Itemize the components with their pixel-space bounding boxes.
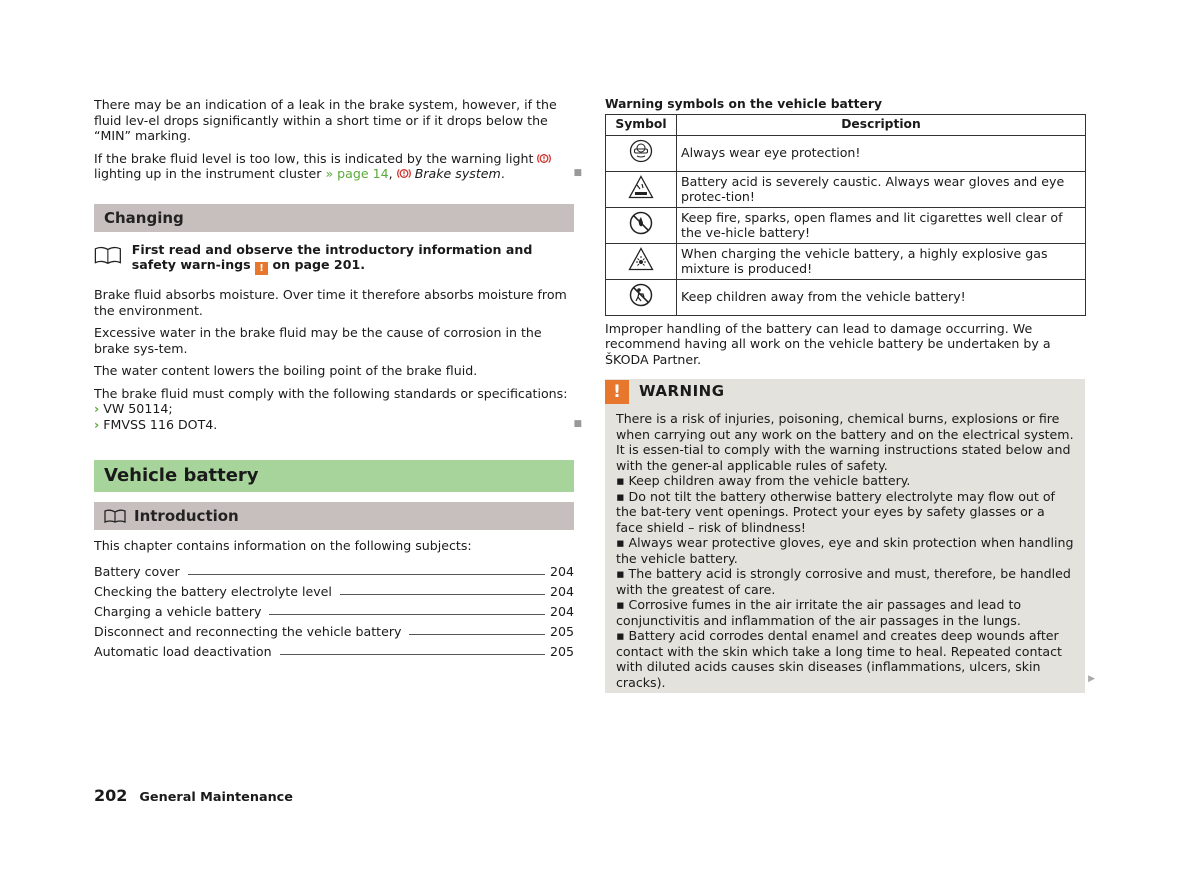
- open-book-icon: [104, 509, 126, 523]
- warning-exclamation-icon: !: [605, 380, 629, 404]
- continued-arrow-icon: ▶: [1088, 673, 1095, 684]
- warning-item: ▪ Always wear protective gloves, eye and skin protection when handling the vehicle battery.: [616, 535, 1074, 566]
- eye-protection-icon: [629, 139, 653, 163]
- page-number: 202: [94, 786, 128, 805]
- spec-item: FMVSS 116 DOT4.: [103, 416, 218, 432]
- low-level-paragraph: If the brake fluid level is too low, this is indicated by the warning light lighting up in the instrument cluster » page 14, Brake system. ■: [94, 150, 582, 181]
- improper-handling-paragraph: Improper handling of the battery can lead to damage occurring. We recommend having all work on the vehicle battery be undertaken by a ŠKODA Partner.: [605, 320, 1051, 367]
- open-book-icon: [94, 242, 122, 268]
- table-row: Always wear eye protection!: [606, 135, 1086, 171]
- absorbs-moisture-paragraph: Brake fluid absorbs moisture. Over time it therefore absorbs moisture from the environment.: [94, 287, 567, 318]
- right-column: [605, 97, 1095, 693]
- corrosion-paragraph: Excessive water in the brake fluid may be the cause of corrosion in the brake sys-tem.: [94, 325, 542, 356]
- warning-item: ▪ Keep children away from the vehicle battery.: [616, 473, 911, 488]
- col-header-symbol: Symbol: [606, 114, 677, 135]
- section-end-marker: ■: [573, 168, 582, 178]
- read-first-note: First read and observe the introductory information and safety warn-ings ! on page 201.: [94, 242, 574, 276]
- boiling-point-paragraph: The water content lowers the boiling point of the brake fluid.: [94, 363, 478, 378]
- page-footer: [94, 786, 293, 805]
- warning-box: [605, 379, 1095, 693]
- table-row: Battery acid is severely caustic. Always wear gloves and eye protec-tion!: [606, 171, 1086, 207]
- toc-list: [94, 560, 574, 660]
- toc-row[interactable]: Disconnect and reconnecting the vehicle battery 205: [94, 624, 574, 639]
- toc-row[interactable]: Battery cover 204: [94, 564, 574, 579]
- warning-exclamation-icon: !: [255, 262, 268, 275]
- table-row: Keep fire, sparks, open flames and lit cigarettes well clear of the ve-hicle battery!: [606, 207, 1086, 243]
- leak-paragraph: There may be an indication of a leak in the brake system, however, if the fluid lev-el drops significantly within a short time or if it drops below the “MIN” marking.: [94, 97, 557, 143]
- warning-item: ▪ Corrosive fumes in the air irritate the air passages and lead to conjunctivitis and inflammation of the air passages in the lungs.: [616, 597, 1022, 628]
- toc-row[interactable]: Checking the battery electrolyte level 204: [94, 584, 574, 599]
- section-end-marker: ■: [573, 418, 582, 429]
- explosive-gas-icon: [628, 247, 654, 271]
- page-14-link[interactable]: » page 14: [325, 166, 389, 181]
- list-arrow-icon: ›: [94, 416, 100, 432]
- standards-paragraph: The brake fluid must comply with the following standards or specifications: › VW 50114; › FMVSS 116 DOT4. ■: [94, 385, 582, 432]
- changing-heading: Changing: [94, 204, 574, 232]
- brake-warning-light-icon: [397, 168, 411, 179]
- warning-item: ▪ Do not tilt the battery otherwise battery electrolyte may flow out of the bat-tery vent openings. Protect your eyes by safety glasses or a face shield – risk of blindness!: [616, 488, 1055, 535]
- vehicle-battery-heading: Vehicle battery: [94, 460, 574, 492]
- warning-intro: There is a risk of injuries, poisoning, chemical burns, explosions or fire when carrying out any work on the battery and on the electrical system. It is essen-tial to comply with the warning instructions stated below and with the gener-al applicable rules of safety.: [616, 411, 1074, 473]
- intro-paragraph: This chapter contains information on the following subjects:: [94, 538, 472, 553]
- col-header-description: Description: [677, 114, 1086, 135]
- warning-header: ! WARNING: [605, 379, 1085, 405]
- toc-row[interactable]: Charging a vehicle battery 204: [94, 604, 574, 619]
- introduction-heading: Introduction: [94, 502, 574, 530]
- table-row: Keep children away from the vehicle battery!: [606, 279, 1086, 315]
- warning-item: ▪ Battery acid corrodes dental enamel and creates deep wounds after contact with the skin which take a long time to heal. Repeated contact with diluted acids causes skin diseases (inflammations, ulcers, skin cracks).: [616, 628, 1062, 690]
- footer-section-title: General Maintenance: [139, 790, 293, 805]
- left-column: [94, 97, 582, 660]
- no-fire-icon: [629, 211, 653, 235]
- table-row: When charging the vehicle battery, a highly explosive gas mixture is produced!: [606, 243, 1086, 279]
- warning-item: ▪ The battery acid is strongly corrosive and must, therefore, be handled with the greatest of care.: [616, 566, 1071, 597]
- spec-item: VW 50114;: [103, 401, 173, 416]
- warning-symbols-table: [605, 114, 1086, 316]
- table-title: Warning symbols on the vehicle battery: [605, 97, 882, 111]
- list-arrow-icon: ›: [94, 401, 100, 416]
- caustic-acid-icon: [628, 175, 654, 199]
- brake-warning-light-icon: [537, 153, 551, 164]
- warning-body: [605, 405, 1085, 690]
- toc-row[interactable]: Automatic load deactivation 205: [94, 644, 574, 659]
- keep-children-away-icon: [629, 283, 653, 307]
